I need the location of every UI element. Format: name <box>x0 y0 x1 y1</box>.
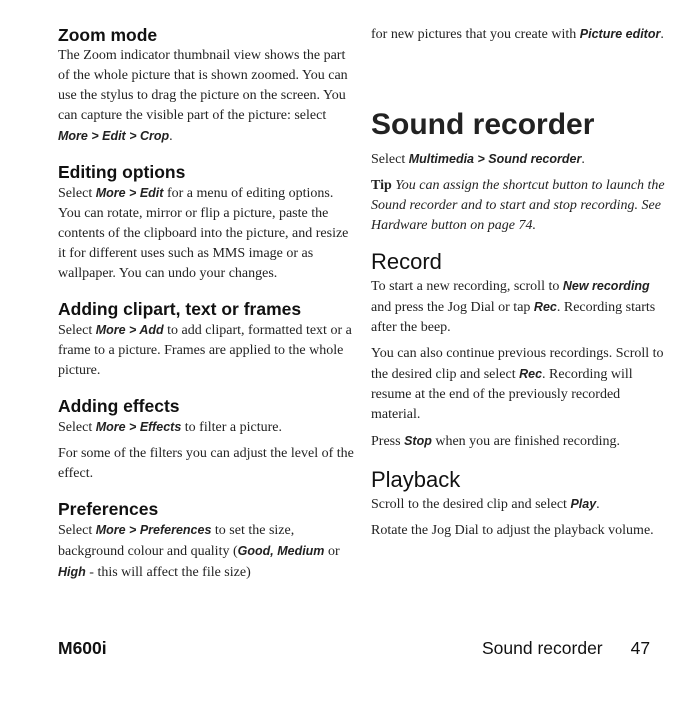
heading-zoom-mode: Zoom mode <box>58 25 158 45</box>
ui-term: More > Preferences <box>95 523 212 537</box>
record-paragraph-3: Press Stop when you are finished recording. <box>371 434 621 449</box>
ui-term: Multimedia > Sound recorder <box>408 152 582 166</box>
section-playback <box>371 466 671 541</box>
section-editing-options <box>58 161 354 284</box>
effects-paragraph-2: For some of the filters you can adjust the level of the effect. <box>58 446 354 481</box>
preferences-paragraph: Select More > Preferences to set the size, background colour and quality (Good, Medium or High - this will affect the file size) <box>58 523 340 580</box>
footer-model: M600i <box>58 638 107 658</box>
page-number: 47 <box>630 638 651 658</box>
continued-paragraph: for new pictures that you create with Picture editor. <box>371 27 664 42</box>
footer-section-title: Sound recorder <box>482 638 603 658</box>
ui-term: New recording <box>562 279 650 293</box>
ui-term: Picture editor <box>579 27 661 41</box>
clipart-paragraph: Select More > Add to add clipart, formatted text or a frame to a picture. Frames are applied to the whole picture. <box>58 323 352 378</box>
ui-term: Play <box>570 497 597 511</box>
ui-term: More > Effects <box>95 420 182 434</box>
section-preferences <box>58 498 354 583</box>
ui-term: More > Edit <box>95 186 164 200</box>
right-column <box>371 24 671 541</box>
section-adding-effects <box>58 395 354 484</box>
ui-term: Good, Medium <box>237 544 325 558</box>
ui-term: Stop <box>404 434 432 448</box>
ui-term: More > Edit > Crop <box>58 129 170 143</box>
record-paragraph-1: To start a new recording, scroll to New recording and press the Jog Dial or tap Rec. Recording starts after the beep. <box>371 279 656 335</box>
ui-term: More > Add <box>95 323 164 337</box>
heading-adding-effects: Adding effects <box>58 396 180 416</box>
ui-term: High <box>58 565 86 579</box>
footer-section <box>482 638 650 659</box>
heading-playback: Playback <box>371 467 461 492</box>
record-paragraph-2: You can also continue previous recordings. Scroll to the desired clip and select Rec. Recording will resume at the end of the previously recorded material. <box>371 346 664 422</box>
ui-term: Rec <box>519 367 543 381</box>
heading-record: Record <box>371 249 442 274</box>
ui-term: Rec <box>533 300 557 314</box>
left-column <box>58 24 354 583</box>
section-sound-recorder <box>371 107 671 236</box>
zoom-paragraph: The Zoom indicator thumbnail view shows the part of the whole picture that is shown zoomed. You can use the stylus to drag the picture on the screen. You can capture the visible part of the picture: select More > Edit > Crop. <box>58 48 348 144</box>
section-record <box>371 248 671 452</box>
effects-paragraph-1: Select More > Effects to filter a picture. <box>58 420 282 435</box>
playback-paragraph-1: Scroll to the desired clip and select Play. <box>371 497 600 512</box>
tip-paragraph: Tip You can assign the shortcut button to launch the Sound recorder and to start and stop recording. See Hardware button on page 74. <box>371 178 665 233</box>
heading-adding-clipart: Adding clipart, text or frames <box>58 299 302 319</box>
tip-label: Tip <box>371 178 392 193</box>
sound-recorder-paragraph: Select Multimedia > Sound recorder. <box>371 152 585 167</box>
section-zoom-mode <box>58 24 354 147</box>
heading-preferences: Preferences <box>58 499 159 519</box>
chapter-title: Sound recorder <box>371 108 595 141</box>
editing-paragraph: Select More > Edit for a menu of editing options. You can rotate, mirror or flip a picture, paste the contents of the clipboard into the picture, and resize it for different uses such as MMS image or as wallpaper. You can undo your changes. <box>58 186 349 281</box>
playback-paragraph-2: Rotate the Jog Dial to adjust the playback volume. <box>371 523 654 538</box>
heading-editing-options: Editing options <box>58 162 186 182</box>
section-adding-clipart <box>58 298 354 381</box>
